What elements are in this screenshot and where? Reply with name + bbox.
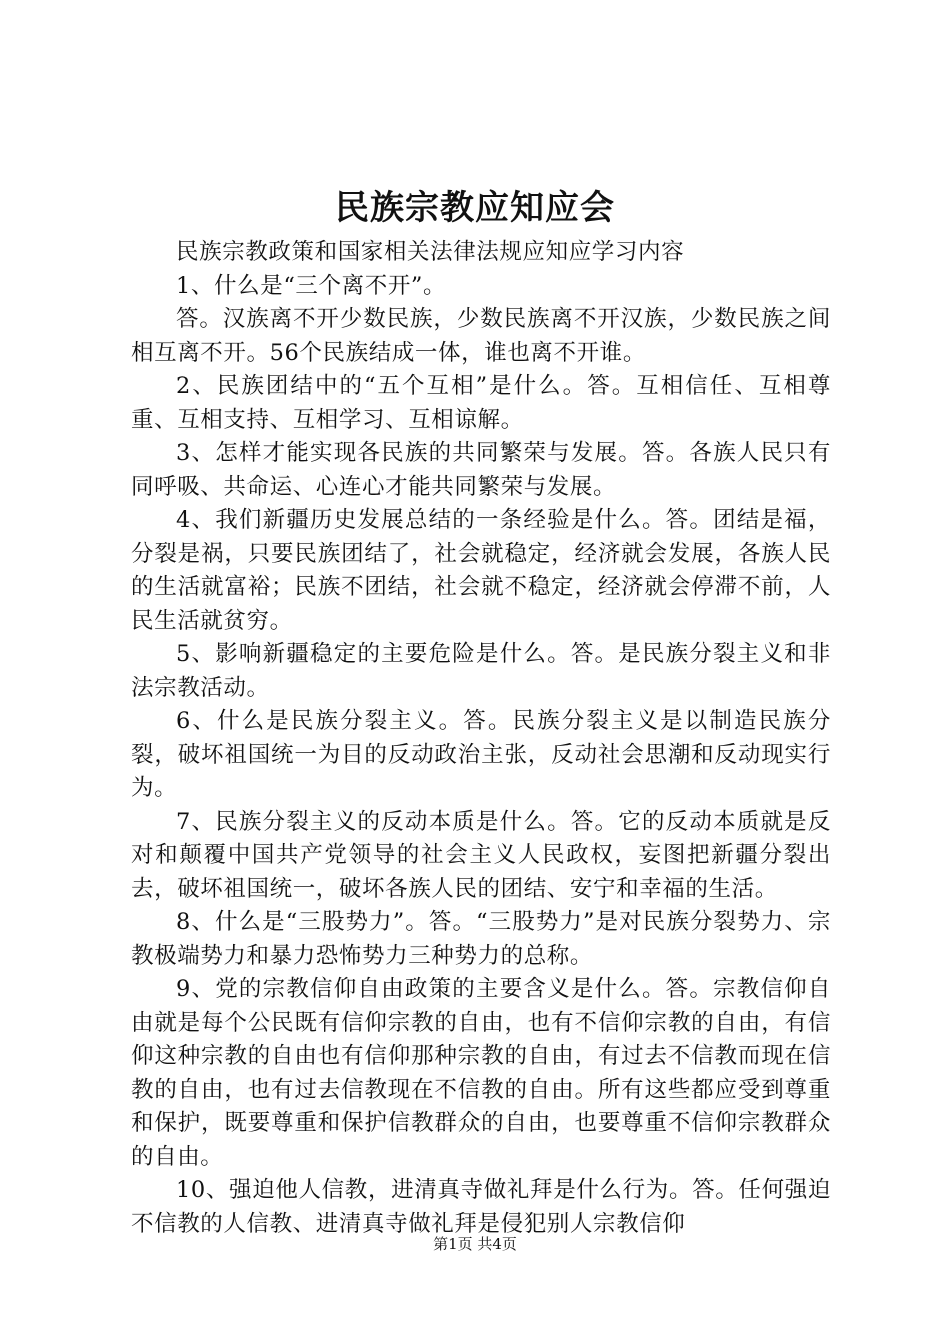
paragraph-q4: 4、我们新疆历史发展总结的一条经验是什么。答。团结是福，分裂是祸，只要民族团结了，社会就稳定，经济就会发展，各族人民的生活就富裕；民族不团结，社会就不稳定，经济就会停滞不前，人民生活就贫穷。	[131, 507, 831, 634]
paragraph-q3: 3、怎样才能实现各民族的共同繁荣与发展。答。各族人民只有同呼吸、共命运、心连心才能共同繁荣与发展。	[131, 440, 831, 500]
page-number-footer: 第1页 共4页	[433, 1235, 517, 1253]
paragraph-intro: 民族宗教政策和国家相关法律法规应知应学习内容	[176, 239, 685, 265]
document-body	[131, 236, 831, 1241]
paragraph-q7: 7、民族分裂主义的反动本质是什么。答。它的反动本质就是反对和颠覆中国共产党领导的社会主义人民政权，妄图把新疆分裂出去，破坏祖国统一，破坏各族人民的团结、安宁和幸福的生活。	[131, 808, 831, 902]
document-title: 民族宗教应知应会	[335, 188, 615, 228]
paragraph-q6: 6、什么是民族分裂主义。答。民族分裂主义是以制造民族分裂，破坏祖国统一为目的反动政治主张，反动社会思潮和反动现实行为。	[131, 708, 831, 801]
paragraph-q10: 10、强迫他人信教，进清真寺做礼拜是什么行为。答。任何强迫不信教的人信教、进清真寺做礼拜是侵犯别人宗教信仰	[131, 1177, 831, 1237]
paragraph-a1: 答。汉族离不开少数民族，少数民族离不开汉族，少数民族之间相互离不开。56个民族结成一体，谁也离不开谁。	[131, 306, 831, 366]
paragraph-q5: 5、影响新疆稳定的主要危险是什么。答。是民族分裂主义和非法宗教活动。	[131, 641, 831, 701]
paragraph-q9: 9、党的宗教信仰自由政策的主要含义是什么。答。宗教信仰自由就是每个公民既有信仰宗教的自由，也有不信仰宗教的自由，有信仰这种宗教的自由也有信仰那种宗教的自由，有过去不信教而现在信教的自由，也有过去信教现在不信教的自由。所有这些都应受到尊重和保护，既要尊重和保护信教群众的自由，也要尊重不信仰宗教群众的自由。	[131, 976, 831, 1170]
paragraph-q8: 8、什么是“三股势力”。答。“三股势力”是对民族分裂势力、宗教极端势力和暴力恐怖势力三种势力的总称。	[131, 909, 831, 969]
paragraph-q1: 1、什么是“三个离不开”。	[176, 272, 447, 299]
paragraph-q2: 2、民族团结中的“五个互相”是什么。答。互相信任、互相尊重、互相支持、互相学习、互相谅解。	[131, 373, 831, 433]
